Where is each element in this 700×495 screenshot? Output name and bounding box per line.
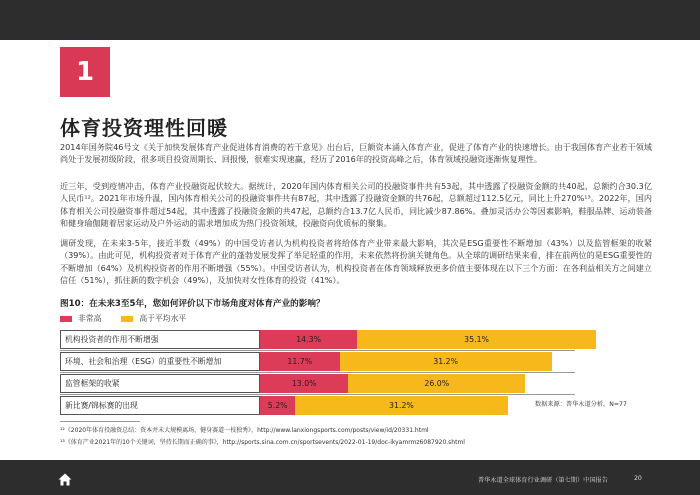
section-number-badge: 1 <box>60 47 110 97</box>
category-label: 监管框架的收紧 <box>60 374 260 393</box>
legend-swatch-red <box>60 316 72 322</box>
footnote-13: ¹³《体育产业2021年的10个关键词，坚持长期而正确的事》，http://sports.sina.com.cn/sportsevents/2022-01-19/doc-ikyamrmz6087920.shtml <box>60 439 465 446</box>
footer-report-name: 普华永道全球体育行业调研（第七期）中国报告 <box>478 477 608 484</box>
legend-swatch-yellow <box>121 316 133 322</box>
category-label: 环境、社会和治理（ESG）的重要性不断增加 <box>60 352 260 371</box>
chart-row <box>60 330 652 349</box>
legend-item-very-high <box>60 313 101 324</box>
bar-above-average: 31.2% <box>295 396 507 415</box>
footnote-12: ¹²《2020年体育投融资总结：资本并未大规模离场，健身赛道一枝独秀》，http://www.lanxiongsports.com/posts/view/id/20331.html <box>60 427 429 434</box>
footnote-divider <box>60 421 140 422</box>
top-band <box>0 0 700 40</box>
chart-legend <box>60 313 186 324</box>
legend-label: 非常高 <box>78 314 102 323</box>
chart-row <box>60 374 652 393</box>
paragraph-3: 调研发现，在未来3-5年，接近半数（49%）的中国受访者认为机构投资者将给体育产业带来最大影响，其次是ESG重要性不断增加（43%）以及监管框架的收紧（39%）。由此可见，机构投资者对于体育产业的蓬勃发展发挥了举足轻重的作用，未来依然将扮演关键角色。从全球的调研结果来看，排在前两位的是ESG重要性的不断增加（64%）及机构投资者的作用不断增强（55%）。中国受访者认为，机构投资者在体育领域释放更多价值主要体现在以下三个方面：在各利益相关方之间建立信任（51%），抓住新的数字机会（49%），及加快对女性体育的投资（41%）。 <box>60 238 652 286</box>
bar-very-high: 13.0% <box>260 374 348 393</box>
bar-above-average: 26.0% <box>348 374 525 393</box>
bar-very-high: 14.3% <box>260 330 357 349</box>
bar-very-high: 11.7% <box>260 352 340 371</box>
bar-above-average: 31.2% <box>340 352 552 371</box>
chart-row <box>60 352 652 371</box>
paragraph-1: 2014年国务院46号文《关于加快发展体育产业促进体育消费的若干意见》出台后，巨额资本涌入体育产业，促进了体育产业的快速增长。由于我国体育产业若干领域尚处于发展初级阶段，很多项目投资周期长、回报慢，很难实现速赢，经历了2016年的投资高峰之后，体育领域投融资逐渐恢复理性。 <box>60 142 652 165</box>
bar-above-average: 35.1% <box>357 330 596 349</box>
category-label: 机构投资者的作用不断增强 <box>60 330 260 349</box>
paragraph-2: 近三年，受到疫情冲击，体育产业投融资起伏较大。据统计，2020年国内体育相关公司的投融资事件共有53起，其中透露了投融资金额的共40起，总额约合30.3亿人民币¹²。2021年市场升温，国内体育相关公司的投融资事件共有87起，其中透露了投融资金额的共76起，总额超过112.5亿元，同比上升270%¹³。2022年，国内体育相关公司投融资事件超过54起，其中透露了投融资金额的共47起，总额约合13.7亿人民币，同比减少87.86%。叠加灵活办公等因素影响，鞋服品牌、运动装备和健身瑜伽随着居家运动及户外运动的需求增加成为热门投资领域，投融资向优质标的聚集。 <box>60 181 652 229</box>
row-divider <box>60 350 575 351</box>
chart-title: 图10：在未来3至5年，您如何评价以下市场角度对体育产业的影响？ <box>60 299 325 309</box>
row-divider <box>60 372 575 373</box>
chart-source: 数据来源：普华永道分析，N=77 <box>535 401 627 408</box>
legend-item-above-average <box>121 313 186 324</box>
section-title: 体育投资理性回暖 <box>60 116 228 140</box>
home-icon[interactable] <box>58 473 72 486</box>
category-label: 新比赛/锦标赛的出现 <box>60 396 260 415</box>
legend-label: 高于平均水平 <box>139 314 187 323</box>
row-divider <box>60 394 575 395</box>
page-number: 20 <box>634 475 642 482</box>
bar-very-high: 5.2% <box>260 396 295 415</box>
